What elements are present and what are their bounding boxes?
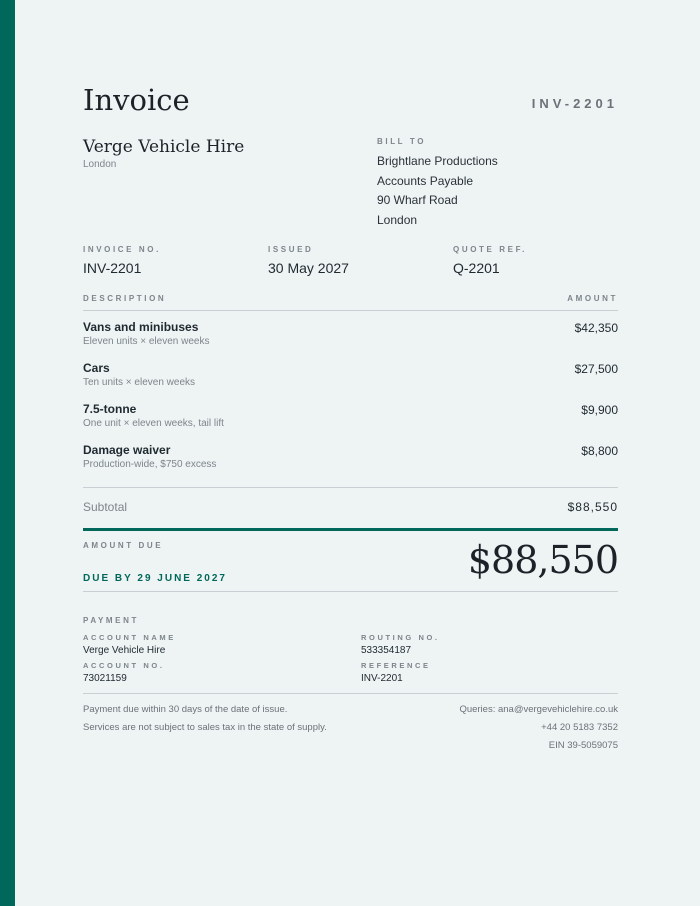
bill-to-line: Brightlane Productions: [377, 154, 498, 168]
account-no-label: ACCOUNT NO.: [83, 661, 165, 670]
accent-bar: [0, 0, 15, 906]
table-row: [83, 361, 618, 402]
invoice-number-header: INV-2201: [531, 96, 618, 111]
table-row: [83, 443, 618, 484]
item-amount: $8,800: [581, 444, 618, 458]
phone-number: +44 20 5183 7352: [541, 722, 618, 733]
table-header: [83, 294, 618, 311]
meta-label: INVOICE NO.: [83, 245, 161, 254]
account-name: Verge Vehicle Hire: [83, 645, 166, 656]
column-description: DESCRIPTION: [83, 294, 167, 303]
item-name: Vans and minibuses: [83, 320, 199, 334]
account-no: 73021159: [83, 673, 127, 684]
account-name-label: ACCOUNT NAME: [83, 633, 176, 642]
amount-due-block: [83, 538, 618, 592]
item-amount: $9,900: [581, 403, 618, 417]
routing-no: 533354187: [361, 645, 412, 656]
payment-column-left: [83, 633, 176, 689]
item-name: 7.5-tonne: [83, 402, 137, 416]
item-description: Eleven units × eleven weeks: [83, 336, 210, 347]
reference-label: REFERENCE: [361, 661, 431, 670]
subtotal-row: [83, 487, 618, 531]
column-amount: AMOUNT: [567, 294, 618, 303]
invoice-page: [83, 0, 618, 906]
routing-no-label: ROUTING NO.: [361, 633, 440, 642]
meta-value: 30 May 2027: [268, 260, 349, 276]
item-description: Ten units × eleven weeks: [83, 377, 196, 388]
bill-to-line: Accounts Payable: [377, 173, 474, 188]
payment-block: [83, 616, 618, 694]
footer-notes: [83, 701, 327, 737]
table-row: [83, 320, 618, 361]
item-amount: $42,350: [574, 321, 618, 335]
vendor-name: Verge Vehicle Hire: [83, 137, 245, 157]
table-row: [83, 402, 618, 443]
vendor-city: London: [83, 159, 117, 170]
footer-note: Services are not subject to sales tax in the state of supply.: [83, 722, 327, 733]
meta-issued: [268, 245, 349, 276]
meta-value: INV-2201: [83, 260, 142, 276]
amount-due-total: $88,550: [467, 538, 618, 582]
amount-due-label: AMOUNT DUE: [83, 541, 164, 550]
payment-column-right: [361, 633, 440, 689]
bill-to-block: [377, 137, 498, 230]
meta-invoice-no: [83, 245, 161, 276]
item-description: One unit × eleven weeks, tail lift: [83, 418, 224, 429]
queries-email: Queries: ana@vergevehiclehire.co.uk: [459, 704, 618, 715]
subtotal-value: $88,550: [567, 500, 618, 514]
meta-value: Q-2201: [453, 260, 500, 276]
ein-number: EIN 39-5059075: [548, 740, 618, 751]
bill-to-line: London: [377, 212, 418, 227]
item-name: Cars: [83, 361, 110, 375]
bill-to-line: 90 Wharf Road: [377, 193, 458, 208]
meta-label: QUOTE REF.: [453, 245, 528, 254]
footer-note: Payment due within 30 days of the date of issue.: [83, 704, 288, 715]
footer-contact: [459, 701, 618, 755]
meta-quote-ref: [453, 245, 527, 276]
reference: INV-2201: [361, 673, 403, 684]
due-date: DUE BY 29 JUNE 2027: [83, 573, 227, 584]
payment-heading: PAYMENT: [83, 616, 139, 625]
page-title: Invoice: [83, 83, 190, 117]
item-amount: $27,500: [574, 362, 618, 376]
item-description: Production-wide, $750 excess: [83, 459, 217, 470]
subtotal-label: Subtotal: [83, 500, 128, 514]
bill-to-label: BILL TO: [377, 137, 427, 146]
item-name: Damage waiver: [83, 443, 171, 457]
line-items: [83, 320, 618, 484]
meta-label: ISSUED: [268, 245, 314, 254]
